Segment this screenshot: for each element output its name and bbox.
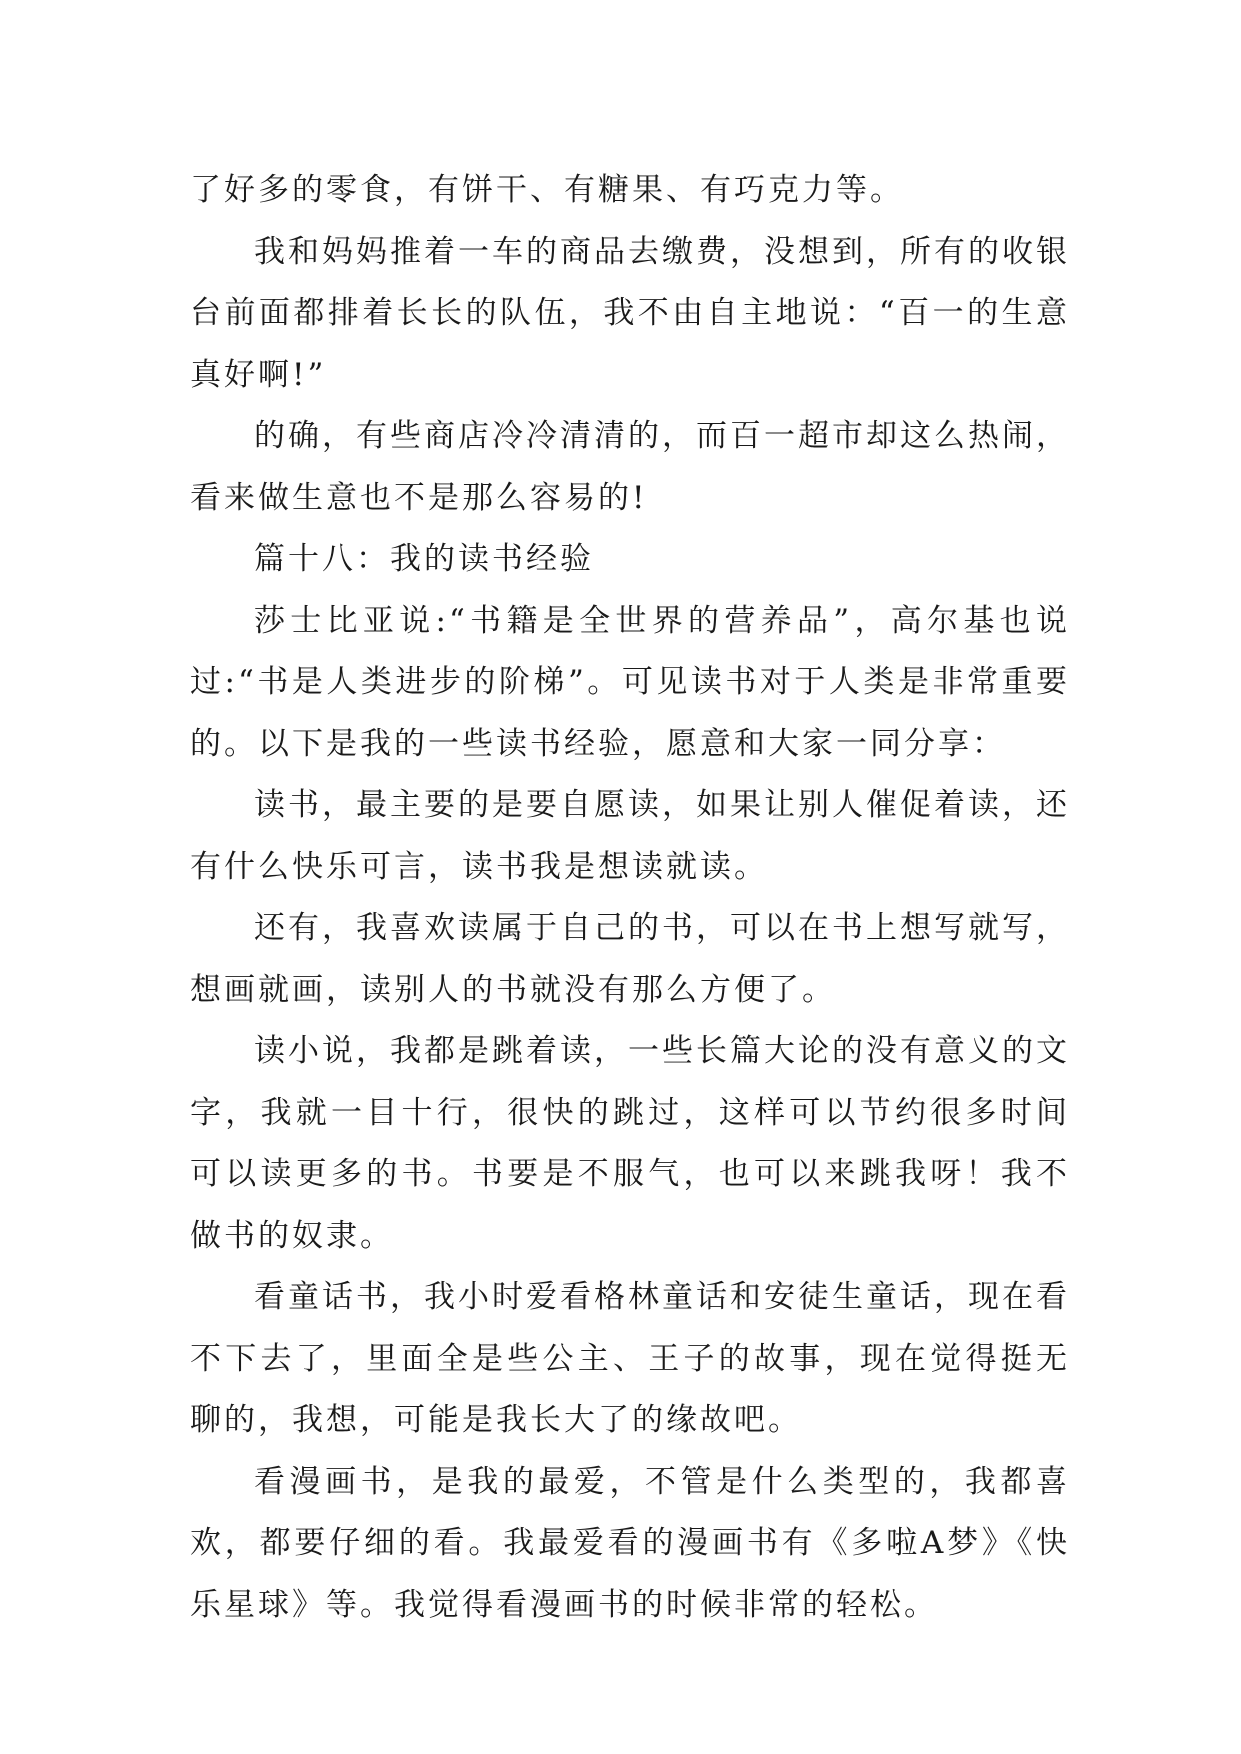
- paragraph-own-books: 还有，我喜欢读属于自己的书，可以在书上想写就写，想画就画，读别人的书就没有那么方便了。: [190, 910, 1070, 1008]
- body-text: [190, 160, 1070, 1636]
- paragraph-voluntary-reading: 读书，最主要的是要自愿读，如果让别人催促着读，还有什么快乐可言，读书我是想读就读。: [190, 787, 1070, 885]
- paragraph-checkout: 我和妈妈推着一车的商品去缴费，没想到，所有的收银台前面都排着长长的队伍，我不由自主地说：“百一的生意真好啊!”: [190, 233, 1070, 393]
- paragraph-business: 的确，有些商店冷冷清清的，而百一超市却这么热闹，看来做生意也不是那么容易的!: [190, 418, 1070, 516]
- paragraph-comics: 看漫画书，是我的最爱，不管是什么类型的，我都喜欢，都要仔细的看。我最爱看的漫画书有《多啦A梦》《快乐星球》等。我觉得看漫画书的时候非常的轻松。: [190, 1463, 1070, 1623]
- paragraph-fairy-tales: 看童话书，我小时爱看格林童话和安徒生童话，现在看不下去了，里面全是些公主、王子的故事，现在觉得挺无聊的，我想，可能是我长大了的缘故吧。: [190, 1279, 1070, 1438]
- paragraph-quotes: 莎士比亚说:“书籍是全世界的营养品”，高尔基也说过:“书是人类进步的阶梯”。可见读书对于人类是非常重要的。以下是我的一些读书经验，愿意和大家一同分享：: [190, 602, 1070, 762]
- paragraph-snacks-continuation: 了好多的零食，有饼干、有糖果、有巧克力等。: [190, 172, 904, 208]
- section-heading: 篇十八：我的读书经验: [254, 541, 594, 577]
- paragraph-novels: 读小说，我都是跳着读，一些长篇大论的没有意义的文字，我就一目十行，很快的跳过，这样可以节约很多时间可以读更多的书。书要是不服气，也可以来跳我呀！我不做书的奴隶。: [190, 1033, 1070, 1254]
